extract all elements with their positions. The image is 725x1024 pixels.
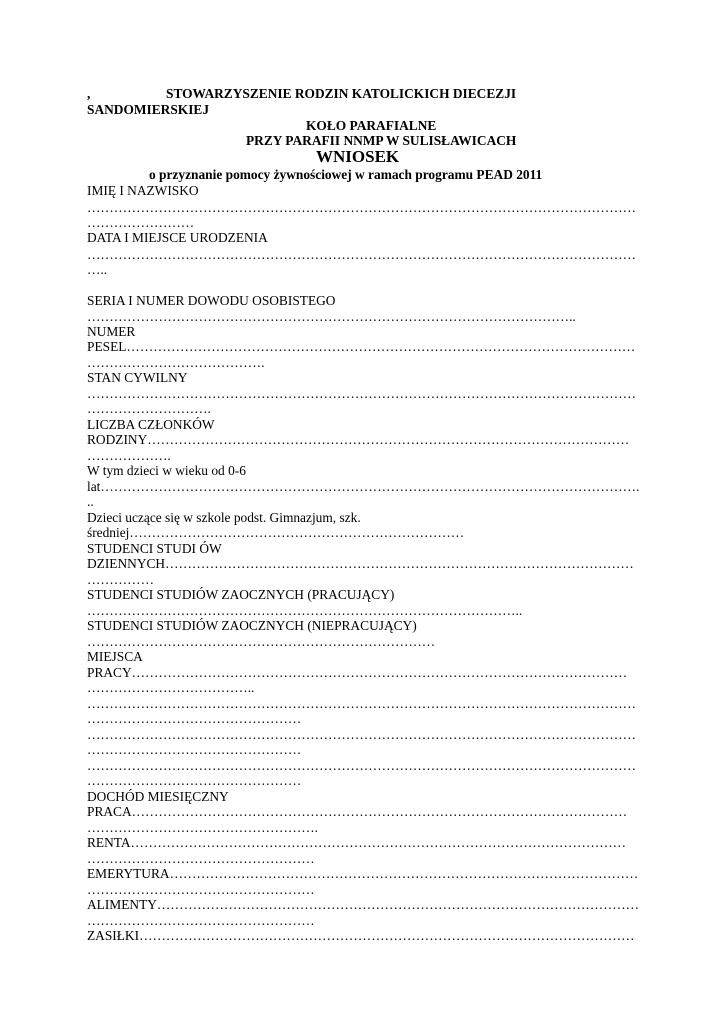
form-line: …………………………………………: [87, 711, 302, 726]
form-line: ……………………………………………………………………………………………………………: [87, 386, 637, 401]
form-line: NUMER: [87, 324, 136, 339]
form-line: ..: [87, 494, 94, 509]
form-line: ……………………………………………: [87, 851, 315, 866]
form-line: …..: [87, 262, 108, 277]
form-line: STUDENCI STUDIÓW ZAOCZNYCH (PRACUJĄCY): [87, 587, 395, 602]
form-line: MIEJSCA: [87, 649, 143, 664]
form-line: ……………………….: [87, 401, 211, 416]
header-parish-line: PRZY PARAFII NNMP W SULISŁAWICACH: [246, 133, 517, 148]
document-title: WNIOSEK: [316, 147, 400, 166]
form-line: …………………………………………….: [87, 820, 318, 835]
form-line: EMERYTURA……………………………………………………………………………………………: [87, 866, 639, 881]
header-association-line1: STOWARZYSZENIE RODZIN KATOLICKICH DIECEZJI: [166, 86, 517, 101]
form-line: DATA I MIEJSCE URODZENIA: [87, 230, 268, 245]
form-line: RODZINY………………………………………………………………………………………………: [87, 432, 630, 447]
form-line: ……………………………………………………………………………………………………………: [87, 696, 637, 711]
form-line: ………………………………….: [87, 355, 265, 370]
form-line: STAN CYWILNY: [87, 370, 188, 385]
form-line: PRACY…………………………………………………………………………………………………: [87, 665, 628, 680]
form-line: Dzieci uczące się w szkole podst. Gimnazjum, szk.: [87, 510, 361, 525]
form-line: ALIMENTY………………………………………………………………………………………………: [87, 897, 639, 912]
form-line: …………………………………………: [87, 773, 302, 788]
form-line: ……………………………………………………………………………………………………………: [87, 727, 637, 742]
form-line: STUDENCI STUDI ÓW: [87, 541, 222, 556]
form-line: SERIA I NUMER DOWODU OSOBISTEGO: [87, 293, 336, 308]
form-line: W tym dzieci w wieku od 0-6: [87, 463, 246, 478]
form-line: IMIĘ I NAZWISKO: [87, 183, 199, 198]
form-line: PESEL……………………………………………………………………………………………………: [87, 339, 636, 354]
header-association-line2: SANDOMIERSKIEJ: [87, 102, 210, 117]
form-line: STUDENCI STUDIÓW ZAOCZNYCH (NIEPRACUJĄCY): [87, 618, 417, 633]
form-line: ……………….: [87, 448, 171, 463]
document-subtitle: o przyznanie pomocy żywnościowej w ramach programu PEAD 2011: [149, 167, 543, 182]
form-line: RENTA…………………………………………………………………………………………………: [87, 835, 627, 850]
form-line: ………………………………..: [87, 680, 255, 695]
form-line: ……………………………………………………………………………………………………………: [87, 247, 637, 262]
form-line: ……………………………………………………………………………………..: [87, 603, 523, 618]
form-line: LICZBA CZŁONKÓW: [87, 417, 215, 432]
form-line: …………………………………………: [87, 742, 302, 757]
form-line: DZIENNYCH……………………………………………………………………………………………: [87, 556, 634, 571]
form-line: ……………………………………………………………………………………………………………: [87, 200, 637, 215]
form-line: DOCHÓD MIESIĘCZNY: [87, 789, 229, 804]
form-line: ……………………………………………………………………………………………………………: [87, 758, 637, 773]
form-line: średniej…………………………………………………………………: [87, 525, 465, 540]
header-circle-line: KOŁO PARAFIALNE: [306, 118, 437, 133]
header-comma: ,: [87, 86, 91, 101]
form-line: ……………: [87, 572, 154, 587]
form-line: ZASIŁKI…………………………………………………………………………………………………: [87, 928, 635, 943]
form-line: ……………………………………………: [87, 882, 315, 897]
form-line: ……………………: [87, 215, 195, 230]
form-line: ………………………………………………………………………………………………..: [87, 309, 576, 324]
form-line: ……………………………………………………………………: [87, 634, 436, 649]
form-line: ……………………………………………: [87, 913, 315, 928]
form-line: lat………………………………………………………………………………………………………….: [87, 479, 640, 494]
form-line: PRACA…………………………………………………………………………………………………: [87, 804, 628, 819]
